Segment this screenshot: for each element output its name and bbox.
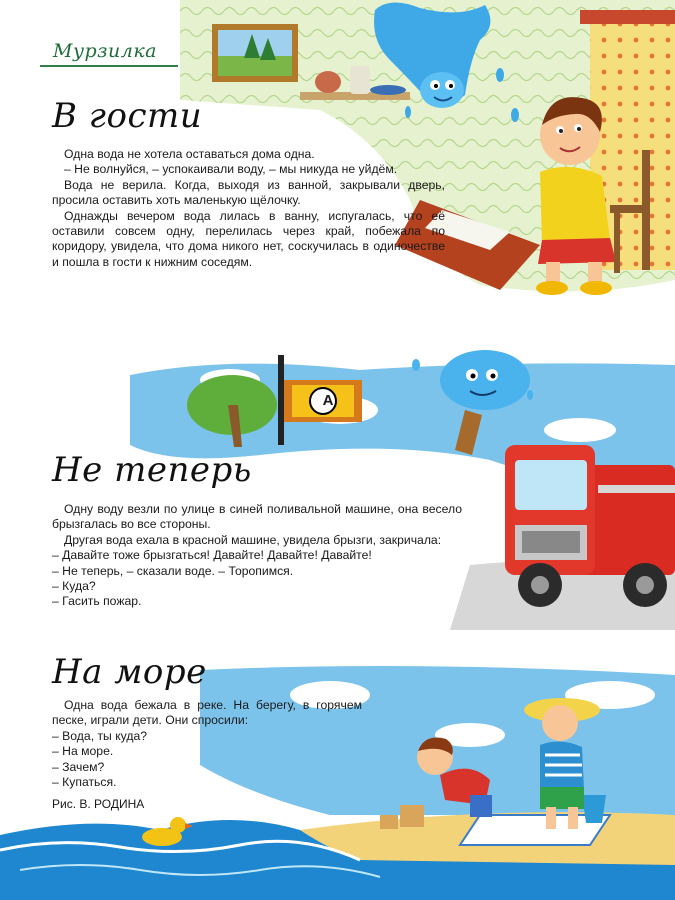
story-paragraph: Вода не верила. Когда, выходя из ванной, закрывали дверь, просила оставить хоть маленькую щёлочку. [52, 177, 445, 208]
story-paragraph: Однажды вечером вода лилась в ванну, испугалась, что её оставили совсем одну, перелилась через край, побежала по коридору, увидела, что дома никого нет, соскучилась в одиночестве и пошла в гости к нижним соседям. [52, 208, 445, 269]
story-text [52, 502, 462, 610]
illustrator-credit: Рис. В. РОДИНА [52, 797, 145, 811]
story-text [52, 147, 445, 270]
story-paragraph: – Гасить пожар. [52, 594, 142, 609]
story-paragraph: Одну воду везли по улице в синей поливальной машине, она весело брызгалась во все стороны. [52, 502, 462, 532]
story-paragraph: – Зачем? [52, 759, 105, 774]
story-paragraph: Другая вода ехала в красной машине, увидела брызги, закричала: [64, 532, 442, 547]
story-paragraph: – Куда? [52, 579, 96, 594]
logo-underline [40, 65, 178, 67]
story-text [52, 698, 362, 790]
story-paragraph: – Вода, ты куда? [52, 728, 148, 743]
story-paragraph: – На море. [52, 744, 114, 759]
story-title: Не теперь [52, 450, 252, 490]
story-paragraph: – Не волнуйся, – успокаивали воду, – мы никуда не уйдём. [64, 162, 398, 177]
story-paragraph: Одна вода не хотела оставаться дома одна. [64, 147, 315, 161]
story-paragraph: – Купаться. [52, 775, 117, 790]
story-title: В гости [52, 96, 203, 136]
story-paragraph: – Давайте тоже брызгаться! Давайте! Давайте! Давайте! [52, 548, 372, 563]
road-sign-letter: А [322, 392, 334, 409]
story-title: На море [52, 652, 207, 692]
magazine-logo: Мурзилка [53, 40, 158, 62]
story-paragraph: – Не теперь, – сказали воде. – Торопимся. [52, 563, 294, 578]
story-paragraph: Одна вода бежала в реке. На берегу, в горячем песке, играли дети. Они спросили: [52, 698, 362, 728]
